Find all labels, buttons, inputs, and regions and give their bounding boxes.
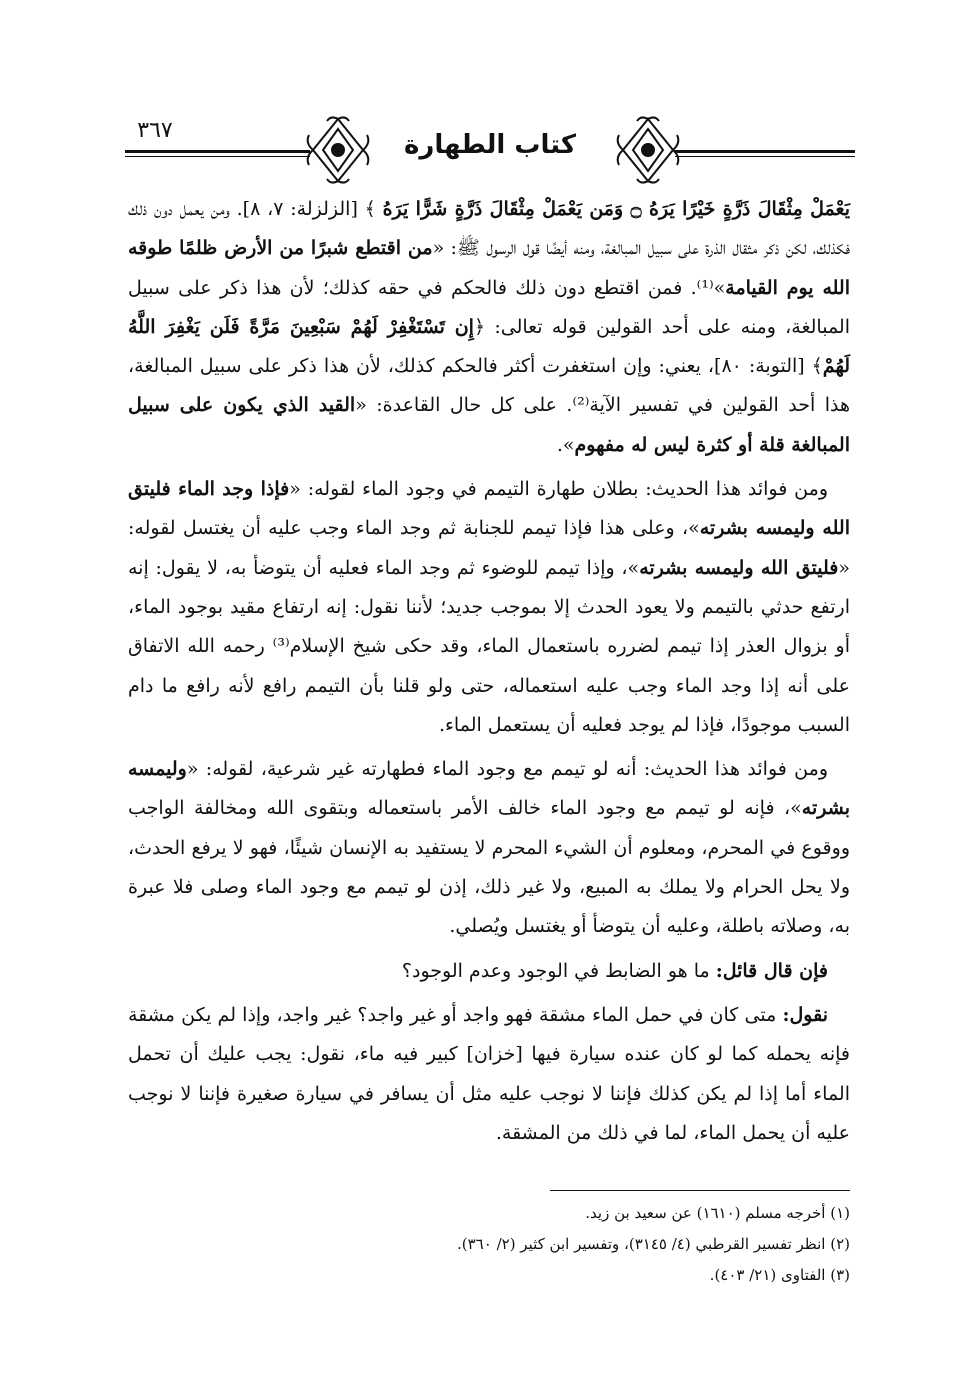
paragraph: [128, 996, 850, 1153]
text-run: »، وعلى هذا فإذا تيمم للجنابة ثم وجد الماء وجب عليه أن يغتسل لقوله: «: [128, 517, 851, 579]
chapter-title: كتاب الطهارة: [404, 130, 576, 160]
hadith-quote: فليتق الله وليمسه بشرته: [639, 556, 839, 579]
header-rule: [125, 150, 310, 153]
hadith-quote: من اقتطع شبرًا من الأرض ظلمًا طوقه الله يوم القيامة: [128, 237, 850, 299]
ornament-icon: [303, 115, 373, 185]
text-run: ما هو الضابط في الوجود وعدم الوجود؟: [401, 959, 716, 982]
paragraph: [128, 190, 850, 465]
footnote: (٢) انظر تفسير القرطبي (٤/ ٣١٤٥)، وتفسير ابن كثير (٢/ ٣٦٠).: [457, 1235, 850, 1253]
hadith-quote: وليمسه بشرته: [128, 758, 850, 820]
header-rule: [675, 156, 855, 157]
footnote: (١) أخرجه مسلم (١٦١٠) عن سعيد بن زيد.: [585, 1204, 850, 1222]
quran-verse: يَعْمَلْ مِثْقَالَ ذَرَّةٍ خَيْرًا يَرَهُ ۝ وَمَن يَعْمَلْ مِثْقَالَ ذَرَّةٍ شَرًّا يَرَهُ: [382, 198, 850, 220]
header-rule: [675, 150, 855, 153]
text-run: ومن فوائد هذا الحديث: بطلان طهارة التيمم في وجود الماء لقوله: «: [289, 478, 828, 501]
text-run: ».: [556, 433, 575, 456]
question-label: فإن قال قائل:: [715, 959, 828, 982]
text-run: »، فإنه لو تيمم مع وجود الماء خالف الأمر باستعماله وبتقوى الله ومخالفة الواجب ووقوع في المحرم، ومعلوم أن الشيء المحرم لا يستفيد به الإنسان شيئًا، فهو لا يرفع الحدث، ولا يحل الحرام ولا يملك به المبيع، ولا غير ذلك، إذن لو تيمم مع وجود الماء وصلى فلا عبرة به، وصلاته باطلة، وعليه أن يتوضأ أو يغتسل ويُصلي.: [128, 797, 850, 938]
text-run: »⁽¹⁾. فمن اقتطع دون ذلك فالحكم في حقه كذلك؛ لأن هذا ذكر على سبيل المبالغة، ومنه على أحد القولين قوله تعالى: ﴿: [128, 276, 850, 338]
text-run: متى كان في حمل الماء مشقة فهو واجد أو غير واجد؟ غير واجد، وإذا لم يكن مشقة فإنه يحمله كما لو كان عنده سيارة فيها [خزان] كبير فيه ماء، نقول: يجب عليك أن تحمل الماء أما إذا لم يكن كذلك فإننا لا نوجب عليه مثل أن يسافر في سيارة صغيرة فإننا لا نوجب عليه أن يحمل الماء، لما في ذلك من المشقة.: [128, 1003, 850, 1144]
text-run: ومن يعمل دون ذلك فكذلك، لكن ذكر مثقال الذرة على سبيل المبالغة، ومنه أيضًا قول الرسول ﷺ: «: [128, 198, 850, 260]
footnotes: [128, 1198, 850, 1291]
paragraph: [128, 470, 850, 745]
quran-verse: إِن تَسْتَغْفِرْ لَهُمْ سَبْعِينَ مَرَّةً فَلَن يَغْفِرَ اللَّهُ لَهُمْ: [128, 315, 850, 378]
text-run: ومن فوائد هذا الحديث: أنه لو تيمم مع وجود الماء فطهارته غير شرعية، لقوله: «: [186, 758, 828, 781]
page-number: ٣٦٧: [137, 118, 173, 143]
paragraph: [128, 952, 850, 991]
ornament-icon: [613, 115, 683, 185]
footnote-separator: [550, 1190, 850, 1191]
text-run: يعني: وإن استغفرت أكثر فالحكم كذلك، لأن هذا ذكر على سبيل المبالغة، هذا أحد القولين في تفسير الآية⁽²⁾. على كل حال القاعدة: «: [128, 355, 851, 417]
footnote: (٣) الفتاوى (٢١/ ٤٠٣).: [709, 1266, 850, 1284]
page-header: [125, 110, 855, 185]
text-run: »، وإذا تيمم للوضوء ثم وجد الماء فعليه أن يتوضأ به، لا يقول: إنه ارتفع حدثي بالتيمم ولا يعود الحدث إلا بموجب جديد؛ لأننا نقول: إنه ارتفاع مقيد بوجود الماء، أو بزوال العذر إذا تيمم لضرره باستعمال الماء، وقد حكى شيخ الإسلام⁽³⁾ رحمه الله الاتفاق على أنه إذا وجد الماء وجب عليه استعماله، حتى ولو قلنا بأن التيمم رافع لأنه رافع ما دام السبب موجودًا، فإذا لم يوجد فعليه أن يستعمل الماء.: [128, 556, 851, 736]
header-rule: [125, 156, 310, 157]
verse-reference: ﴾ [التوبة: ٨٠]،: [700, 355, 823, 378]
paragraph: [128, 750, 850, 946]
verse-reference: ﴾ [الزلزلة: ٧، ٨].: [229, 198, 383, 220]
main-text: [128, 190, 850, 1153]
answer-label: نقول:: [782, 1003, 828, 1026]
rule-quote: القيد الذي يكون على سبيل المبالغة قلة أو كثرة ليس له مفهوم: [128, 394, 850, 456]
hadith-quote: فإذا وجد الماء فليتق الله وليمسه بشرته: [128, 478, 850, 540]
